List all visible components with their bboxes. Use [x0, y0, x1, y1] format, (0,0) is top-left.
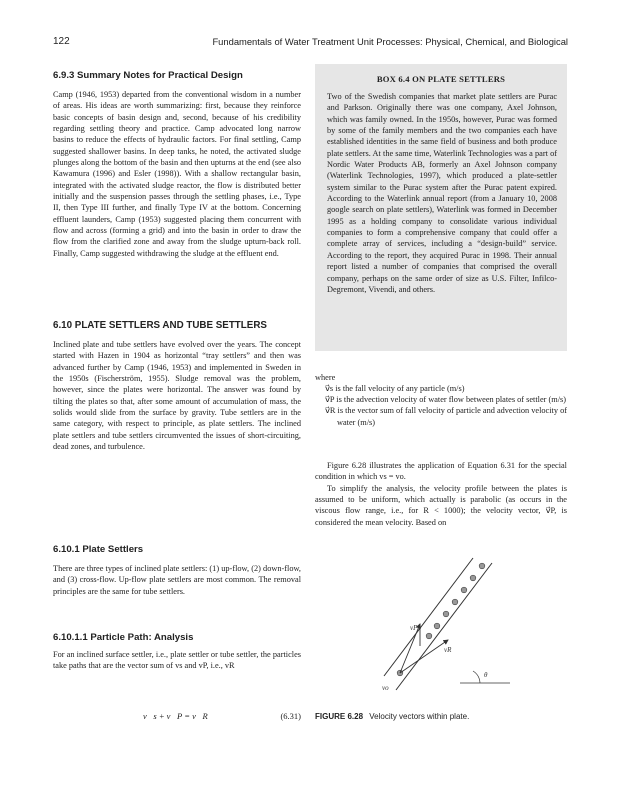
particle-dot [426, 633, 432, 639]
section-6-10-1-1 [53, 632, 301, 672]
equation: v⃗s + v⃗P = v⃗R [143, 711, 208, 721]
box-text: Two of the Swedish companies that market plate settlers are Purac and Parkson. Originally there was one company, Axel Johnson, which was family owned. In the 1950s, however, Purac was formed by some of the family members and the two companies each have established identities in the same field of business and both produce plate settlers. At the same time, Waterlink Technologies was a part of Nordic Water Products AB, formerly an Axel Johnson company (Waterlink Technologies, 1997), which produced a plate-settler system similar to the Purac system after the Purac patent expired. According to the Waterlink annual report (from a January 10, 2008 google search on plate settlers), Waterlink was formed in December 1995 as a holding company to consolidate various individual companies to form a comprehensive company that could offer a complete array of services, including a “design-build” service. According to the report, they acquired Purac in 1998. Their annual report listed a number of companies that comprised the overall company, perhaps on the same order of size as U.S. Filter, Infilco-Degremont, Vivendi, and others. [327, 92, 557, 294]
figure-caption-text: Velocity vectors within plate. [369, 712, 470, 721]
right-paragraphs [315, 460, 567, 528]
label-vo: vo [382, 684, 389, 692]
paragraph: Inclined plate and tube settlers have evolved over the years. The concept started with Hazen in 1904 as horizontal “tray settlers” and then was advanced further by Camp (1946, 1953) and implemented in Sweden in the 1950s (Fischerström, 1955). Sludge removal was the problem, however, since the plates were horizontal. The answer was found by tilting the plates so that, after some amount of accumulation of mass, the solids would slide from the surface by gravity. Tube settlers are in the same category, with respect to principle, as plate settlers. The inclined plate settlers and tube settlers circumvented the issues of short-circuiting, dead zones, and turbulence. [53, 340, 301, 452]
paragraph: To simplify the analysis, the velocity profile between the plates is assumed to be uniform, which actually is parabolic (as occurs in the viscous flow range, i.e., for R < 1000); the velocity vector, v⃗P, is considered the mean velocity. Based on [315, 483, 567, 527]
paragraph: There are three types of inclined plate settlers: (1) up-flow, (2) down-flow, and (3) cross-flow. Up-flow plate settlers are most common. The removal principles are the same for tube settlers. [53, 564, 301, 596]
box-6-4 [315, 64, 567, 351]
section-6-9-3 [53, 70, 301, 259]
figure-caption [315, 712, 469, 721]
section-heading: 6.10.1 Plate Settlers [53, 544, 144, 555]
paragraph: Figure 6.28 illustrates the application of Equation 6.31 for the special condition in which vs = vo. [315, 461, 567, 482]
figure-label: FIGURE 6.28 [315, 712, 364, 721]
paragraph: For an inclined surface settler, i.e., plate settler or tube settler, the particles take paths that are the vector sum of vs and vP, i.e., vR [53, 650, 301, 671]
running-title: Fundamentals of Water Treatment Unit Processes: Physical, Chemical, and Biological [212, 36, 568, 47]
where-label: where [315, 373, 336, 382]
list-item: v⃗s is the fall velocity of any particle (m/s) [325, 384, 465, 393]
page-number: 122 [53, 36, 70, 47]
particle-dots [397, 563, 485, 676]
equation-number: (6.31) [280, 711, 301, 721]
particle-dot [470, 575, 476, 581]
particle-dot [479, 563, 485, 569]
particle-dot [452, 599, 458, 605]
label-vp: vP [410, 624, 418, 632]
box-title: BOX 6.4 ON PLATE SETTLERS [376, 74, 506, 84]
section-6-10-1 [53, 544, 301, 597]
list-item: v⃗P is the advection velocity of water flow between plates of settler (m/s) [325, 395, 566, 405]
label-vr: vR [444, 646, 452, 654]
list-item: v⃗R is the vector sum of fall velocity of particle and advection velocity of water (m/s) [325, 406, 567, 427]
particle-dot [461, 587, 467, 593]
paragraph: Camp (1946, 1953) departed from the conventional wisdom in a number of areas. His ideas are worth summarizing: first, because they reinforce basic concepts of basin design and, second, because of his credibility regarding settling theory and practice. Camp advocated long narrow basins to reduce the effects of hydraulic factors. For final settling, Camp suggested shallower basins. In deep tanks, he noted, the activated sludge plunges along the bottom of the basin and then upturns at the end (see also Kawamura (1996) and Esler (1998)). With a shallow rectangular basin, integrated with the activated sludge reactor, the flow is distributed better initially and the suspension passes through the settling phases, i.e., Type II, then Type III further, and finally Type IV at the bottom. Concerning effluent launders, Camp (1953) suggested placing them concurrent with flow and across (forming a grid) and into the basin in order to draw the flow from the clarified zone and away from the sludge upturn-back roll. Finally, Camp suggested withdrawing the sludge at the effluent end. [53, 90, 301, 258]
section-heading: 6.10.1.1 Particle Path: Analysis [53, 632, 194, 643]
particle-dot [434, 623, 440, 629]
figure-6-28 [360, 540, 510, 705]
section-heading: 6.9.3 Summary Notes for Practical Design [53, 70, 243, 81]
where-list [315, 383, 567, 428]
label-theta: θ [484, 671, 488, 679]
theta-arc [473, 671, 480, 683]
where-block [315, 372, 567, 428]
particle-dot [443, 611, 449, 617]
section-heading: 6.10 PLATE SETTLERS AND TUBE SETTLERS [53, 320, 267, 331]
upper-plate [384, 558, 473, 676]
section-6-10 [53, 320, 301, 452]
